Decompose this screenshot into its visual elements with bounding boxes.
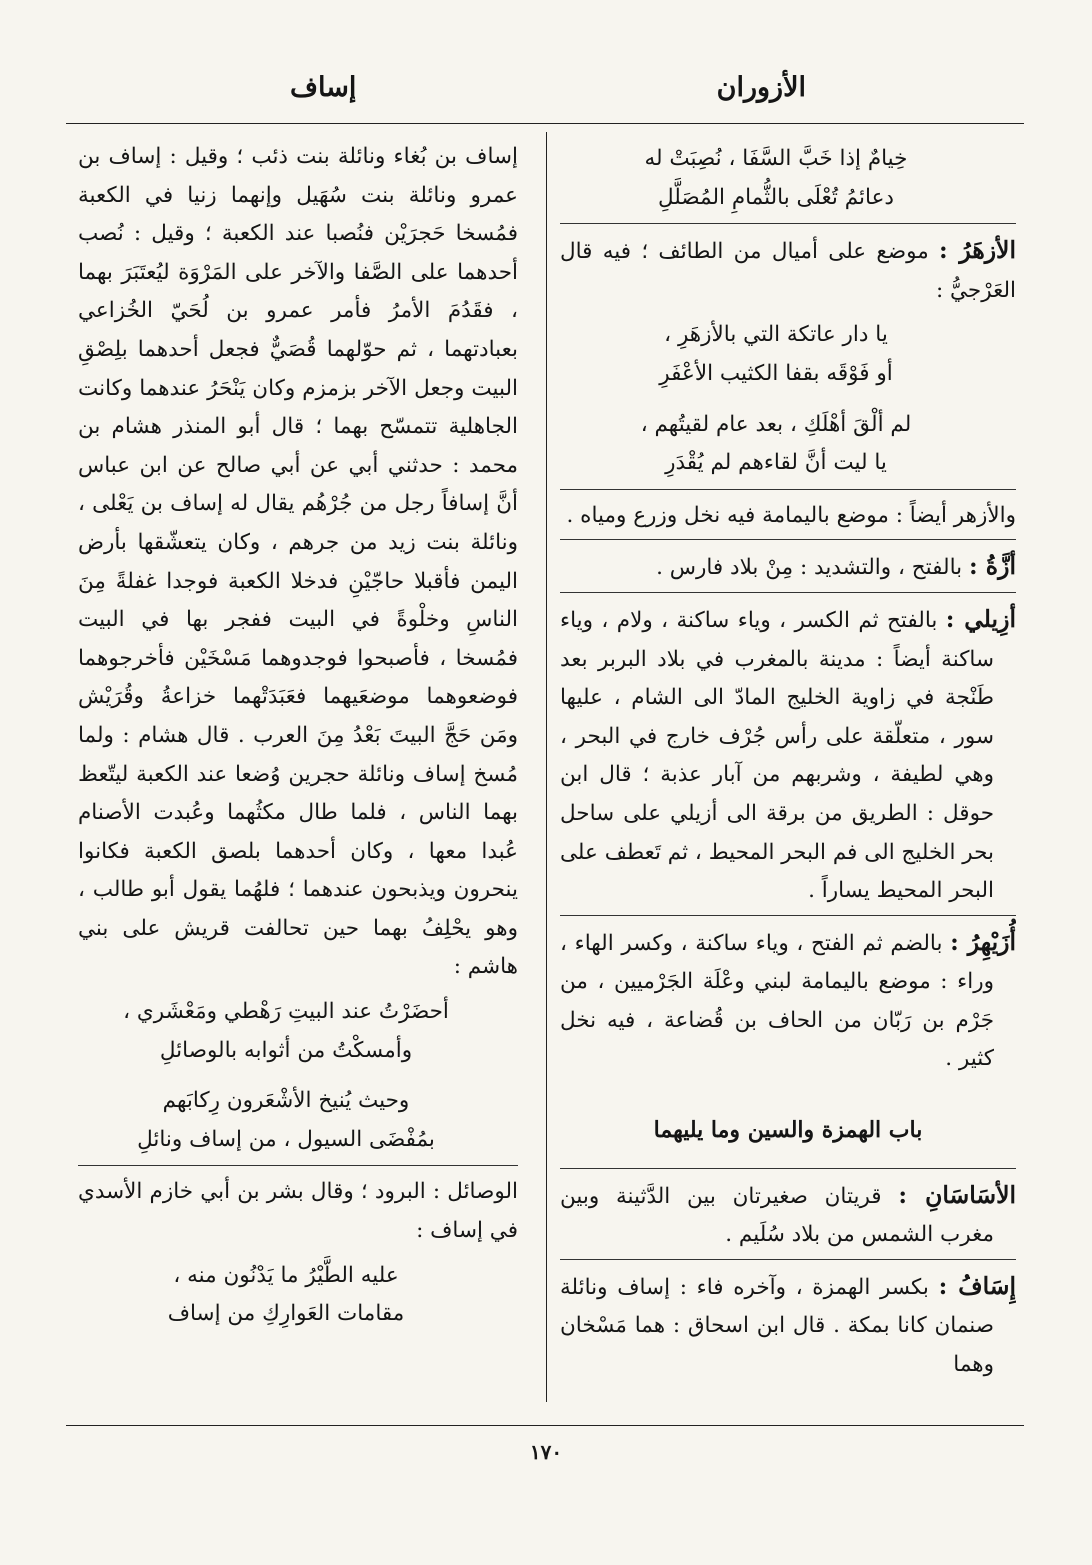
verse-abu-talib-1	[78, 993, 518, 1070]
separator	[560, 592, 1016, 593]
verse-azhar-1	[560, 316, 1016, 393]
separator	[560, 223, 1016, 224]
entry-text: بالفتح ، والتشديد : مِنْ بلاد فارس .	[656, 555, 963, 581]
right-column	[560, 138, 1016, 1418]
running-head-left: إساف	[290, 72, 357, 103]
verse-line: أو فَوْقَه بقفا الكثيب الأعْفَرِ	[659, 360, 893, 386]
entry-uzayhir	[560, 923, 1016, 1079]
separator	[78, 1165, 518, 1166]
headword: الأسَاسَانِ :	[898, 1180, 1016, 1209]
top-rule	[66, 123, 1024, 124]
headword: أُزَيْهِرُ :	[950, 927, 1016, 956]
headword: أزَّةُ :	[968, 552, 1016, 581]
verse-abu-talib-2	[78, 1082, 518, 1159]
headword: إِسَافُ :	[938, 1271, 1016, 1300]
verse-line: خِيامٌ إذا خَبَّ السَّفَا ، نُصِبَتْ له	[644, 146, 908, 171]
paragraph-wasail: الوصائل : البرود ؛ وقال بشر بن أبي خازم الأسدي في إساف :	[78, 1179, 518, 1244]
verse-line: أحضَرْتُ عند البيتِ رَهْطي ومَعْشَري ،	[123, 999, 449, 1025]
verse-line: عليه الطَّيْرُ ما يَدْنُون منه ،	[173, 1262, 399, 1288]
separator	[560, 489, 1016, 490]
verse-bishr	[78, 1257, 518, 1334]
entry-azhar	[560, 231, 1016, 310]
separator	[560, 1168, 1016, 1169]
column-divider	[546, 132, 547, 1402]
verse-line: وأمسكْتُ من أثوابه بالوصائلِ	[159, 1037, 413, 1063]
verse-line: لم ألْقَ أهْلَكِ ، بعد عام لقيتُهم ،	[640, 411, 912, 437]
headword: الأزهَرُ :	[939, 236, 1016, 265]
separator	[560, 915, 1016, 916]
section-title: باب الهمزة والسين وما يليهما	[653, 1117, 923, 1144]
entry-text: قريتان صغيرتان بين الدَّثينة وبين مغرب الشمس من بلاد سُلَيم .	[560, 1183, 994, 1248]
entry-text: بالفتح ثم الكسر ، وياء ساكنة ، ولام ، وياء ساكنة أيضاً : مدينة بالمغرب في بلاد البربر بعد طَنْجة في زاوية الخليج المادّ الى الشام ، عليها سور ، متعلّقة على رأس جُرْف خارج في البحر ، وهي لطيفة ، وشربهم من آبار عذبة ؛ قال ابن حوقل : الطريق من برقة الى أزيلي على ساحل بحر الخليج الى فم البحر المحيط ، ثم تَعطف على البحر المحيط يساراً .	[560, 607, 994, 904]
separator	[560, 1259, 1016, 1260]
entry-azili	[560, 600, 1016, 911]
verse-line: يا دار عاتكة التي بالأزهَرِ ،	[664, 322, 888, 348]
verse-line: دعائمُ تُعْلَى بالثُّمامِ المُصَلَّلِ	[657, 184, 894, 210]
paragraph-isaf-story: إساف بن بُغاء ونائلة بنت ذئب ؛ وقيل : إساف بن عمرو ونائلة بنت سُهَيل وإنهما زنيا في الكعبة فمُسخا حَجرَيْن فنُصبا عند الكعبة ؛ وقيل : نُصب أحدهما على الصَّفا والآخر على المَرْوَة ليُعتَبَرَ بهما ، فقَدُمَ الأمرُ فأمر عمرو بن لُحَيّ الخُزاعي بعبادتهما ، ثم حوّلهما قُصَيٌّ فجعل أحدهما بلِصْقِ البيت وجعل الآخر بزمزم وكان يَنْحَرُ عندهما وكانت الجاهلية تتمسّح بهما ؛ قال أبو المنذر هشام بن محمد : حدثني أبي عن أبي صالح عن ابن عباس أنَّ إسافاً رجل من جُرْهُم يقال له إساف بن يَعْلى ، ونائلة بنت زيد من جرهم ، وكان يتعشّقها بأرض اليمن فأقبلا حاجّيْنِ فدخلا الكعبة فوجدا غفلةً مِنَ الناسِ وخلْوةً في البيت ففجر بها في البيت فمُسخا ، فأصبحوا فوجدوهما مَسْخَيْن فأخرجوهما فوضعوهما موضعَيهما فعَبَدَتْهما خزاعةُ وقُرَيْش ومَن حَجَّ البيتَ بَعْدُ مِنَ العرب . قال هشام : ولما مُسخ إساف ونائلة حجرين وُضعا عند الكعبة ليتّعظ بهما الناس ، فلما طال مكثُهما وعُبدت الأصنام عُبدا معها ، وكان أحدهما بلصق الكعبة فكانوا ينحرون ويذبحون عندهما ؛ فلهُما يقول أبو طالب ، وهو يحْلِفُ بهما حين تحالفت قريش على بني هاشم :	[78, 144, 518, 980]
entry-text: بكسر الهمزة ، وآخره فاء : إساف ونائلة صنمان كانا بمكة . قال ابن اسحاق : هما مَسْخان وهما	[560, 1274, 994, 1378]
page-number: ١٧٠	[529, 1440, 563, 1464]
entry-text: بالضم ثم الفتح ، وياء ساكنة ، وكسر الهاء ، وراء : موضع باليمامة لبني وعْلَة الجَرْميين ، من جَرْم بن رَبّان من الحاف بن قُضاعة ، فيه نخل كثير .	[560, 930, 994, 1072]
entry-text: موضع على أميال من الطائف ؛ فيه قال العَرْجيُّ :	[560, 239, 1016, 303]
verse-azhar-2	[560, 406, 1016, 483]
entry-azza	[560, 547, 1016, 588]
verse-line: مقامات العَوارِكِ من إساف	[167, 1301, 405, 1327]
running-head-right: الأزوران	[716, 72, 806, 103]
verse-line: بمُفْضَى السيول ، من إساف ونائلِ	[137, 1126, 435, 1152]
left-column	[78, 138, 518, 1418]
verse-line: وحيث يُنيخ الأشْعَرون رِكابَهم	[162, 1088, 410, 1114]
verse-intro	[560, 140, 1016, 217]
bottom-rule	[66, 1425, 1024, 1426]
separator	[560, 539, 1016, 540]
entry-asasan	[560, 1176, 1016, 1255]
entry-azhar-2: والأزهر أيضاً : موضع باليمامة فيه نخل وزرع ومياه .	[566, 502, 1016, 528]
headword: أزِيلي :	[945, 604, 1016, 633]
entry-isaf	[560, 1267, 1016, 1385]
verse-line: يا ليت أنَّ لقاءهم لم يُقْدَرِ	[665, 450, 887, 476]
